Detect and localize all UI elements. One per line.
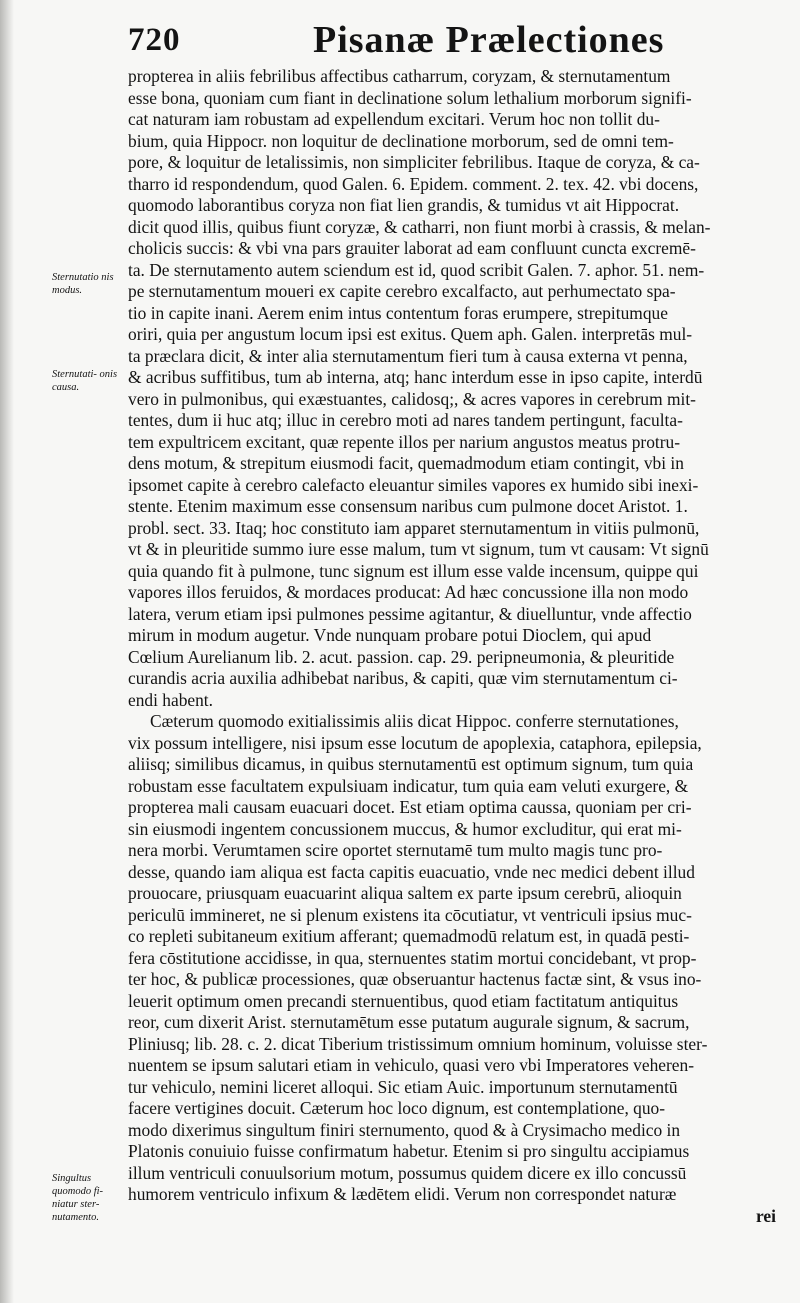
body-text [128, 66, 776, 1227]
text-line: quomodo laborantibus coryza non fiat lien grandis, & tumidus vt ait Hippocrat. [128, 195, 680, 215]
text-line: quia quando fit à pulmone, tunc signum est illum esse valde incensum, quippe qui [128, 560, 699, 581]
running-title: Pisanæ Prælectiones [313, 19, 665, 61]
text-line: vapores illos feruidos, & mordaces producat: Ad hæc concussione illa non modo [128, 582, 689, 602]
text-line: Platonis conuiuio fuisse confirmatum habetur. Etenim si pro singultu accipiamus [128, 1141, 690, 1161]
text-line: leuerit optimum omen precandi sternuentibus, quod etiam factitatum antiquitus [128, 990, 679, 1011]
page-number: 720 [128, 22, 181, 58]
text-line: endi habent. [128, 689, 213, 710]
text-line: tem expultricem excitant, quæ repente illos per narium angustos meatus protru- [128, 431, 680, 452]
text-line: tio in capite inani. Aerem enim intus contentum foras erumpere, strepitumque [128, 302, 668, 323]
text-line: & acribus suffitibus, tum ab interna, atq; hanc interdum esse in ipso capite, interdū [128, 367, 703, 387]
text-line: ter hoc, & publicæ processiones, quæ obseruantur hactenus factæ sint, & vsus ino- [128, 969, 702, 989]
text-line: tentes, dum ii huc atq; illuc in cerebro moti ad nares tandem pertingunt, faculta- [128, 410, 683, 430]
text-line: co repleti subitaneum exitium afferant; quemadmodū relatum est, in quadā pesti- [128, 926, 690, 946]
margin-note: Sternutati- onis causa. [52, 369, 118, 393]
text-line: probl. sect. 33. Itaq; hoc constituto iam apparet sternutamentum in vitiis pulmonū, [128, 517, 700, 538]
text-line: prouocare, priusquam euacuarint aliqua saltem ex parte ipsum cerebrū, alioquin [128, 883, 682, 903]
text-line: oriri, quia per angustum locum ipsi est exitus. Quem aph. Galen. interpretās mul- [128, 324, 693, 344]
text-line: illum ventriculi conuulsorium motum, possumus quidem dicere ex illo concussū [128, 1162, 687, 1183]
text-line: Pliniusq; lib. 28. c. 2. dicat Tiberium tristissimum omnium hominum, voluisse ster- [128, 1033, 708, 1054]
text-line: Cœlium Aurelianum lib. 2. acut. passion. cap. 29. peripneumonia, & pleuritide [128, 646, 675, 667]
text-line: vero in pulmonibus, qui exæstuantes, calidosq;, & acres vapores in cerebrum mit- [128, 388, 696, 409]
text-line: nera morbi. Verumtamen scire oportet sternutamē tum multo magis tunc pro- [128, 840, 663, 860]
text-line: vix possum intelligere, nisi ipsum esse locutum de apoplexia, cataphora, epilepsia, [128, 732, 702, 753]
text-line: cat naturam iam robustam ad expellendum excitari. Verum hoc non tollit du- [128, 109, 660, 129]
text-line: desse, quando iam aliqua est facta capitis euacuatio, vnde nec medici debent illud [128, 861, 695, 882]
text-line: ipsomet capite à cerebro calefacto eleuantur similes vapores ex humido sibi inexi- [128, 474, 699, 495]
text-line: nuentem se ipsum salutari etiam in vehiculo, quasi vero vbi Imperatores veheren- [128, 1055, 694, 1075]
text-line: stente. Etenim maximum esse consensum naribus cum pulmone docet Aristot. 1. [128, 496, 688, 516]
text-line: ta præclara dicit, & inter alia sternutamentum fieri tum à causa externa vt penna, [128, 345, 688, 366]
text-line: propterea in aliis febrilibus affectibus catharrum, coryzam, & sternutamentum [128, 66, 671, 86]
text-line: pore, & loquitur de letalissimis, non simpliciter febrilibus. Itaque de coryza, & ca- [128, 152, 700, 172]
text-line: esse bona, quoniam cum fiant in declinatione solum lethalium morborum signifi- [128, 87, 692, 108]
text-line: facere vertigines docuit. Cæterum hoc loco dignum, est contemplatione, quo- [128, 1098, 666, 1118]
text-line: reor, cum dixerit Arist. sternutamētum esse putatum augurale signum, & sacrum, [128, 1012, 690, 1032]
text-line: sin eiusmodi ingentem concussionem muccus, & humor excluditur, qui erat mi- [128, 818, 682, 839]
text-line: modo dixerimus singultum finiri sternumento, quod & à Crysimacho medico in [128, 1119, 681, 1140]
text-line: bium, quia Hippocr. non loquitur de declinatione morborum, sed de omni tem- [128, 130, 674, 151]
margin-note: Singultus quomodo fi- niatur ster- nutamento. [52, 1173, 104, 1223]
text-line: aliisq; similibus dicamus, in quibus sternutamentū est optimum signum, tum quia [128, 754, 694, 774]
text-line: latera, verum etiam ipsi pulmones pessime agitantur, & diuelluntur, vnde affectio [128, 603, 692, 624]
text-line: dens motum, & strepitum eiusmodi facit, quemadmodum etiam contingit, vbi in [128, 453, 684, 473]
text-line: robustam esse facultatem expulsiuam indicatur, tum quia eam veluti exurgere, & [128, 775, 689, 796]
text-line: tharro id respondendum, quod Galen. 6. Epidem. comment. 2. tex. 42. vbi docens, [128, 173, 699, 194]
text-line: fera cōstitutione accidisse, in qua, sternuentes statim mortui concidebant, vt prop- [128, 947, 697, 968]
margin-note: Sternutatio nis modus. [52, 272, 114, 296]
catchword: rei [756, 1205, 776, 1226]
text-line: dicit quod illis, quibus fiunt coryzæ, & catharri, non fiunt morbi à crassis, & melan- [128, 216, 711, 237]
text-line: Cæterum quomodo exitialissimis aliis dicat Hippoc. conferre sternutationes, [150, 711, 679, 731]
text-line: curandis acria auxilia adhibebat naribus, & capiti, quæ vim sternutamentum ci- [128, 668, 678, 688]
text-line: cholicis succis: & vbi vna pars grauiter laborat ad eam confluunt cuncta excremē- [128, 238, 696, 258]
text-line: tur vehiculo, nemini liceret alloqui. Sic etiam Auic. importunum sternutamentū [128, 1076, 678, 1097]
text-line: humorem ventriculo infixum & lædētem elidi. Verum non correspondet naturæ [128, 1184, 677, 1204]
text-line: periculū immineret, ne si plenum existens ita cōcutiatur, vt ventriculi ipsius muc- [128, 904, 692, 925]
text-line: vt & in pleuritide summo iure esse malum, tum vt signum, tum vt causam: Vt signū [128, 539, 709, 559]
text-line: propterea mali causam euacuari docet. Est etiam optima caussa, quoniam per cri- [128, 797, 692, 817]
text-line: pe sternutamentum moueri ex capite cerebro excalfacto, aut perhumectato spa- [128, 281, 676, 301]
text-line: ta. De sternutamento autem sciendum est id, quod scribit Galen. 7. aphor. 51. nem- [128, 259, 705, 280]
text-line: mirum in modum augetur. Vnde nunquam probare potui Dioclem, qui apud [128, 625, 652, 645]
